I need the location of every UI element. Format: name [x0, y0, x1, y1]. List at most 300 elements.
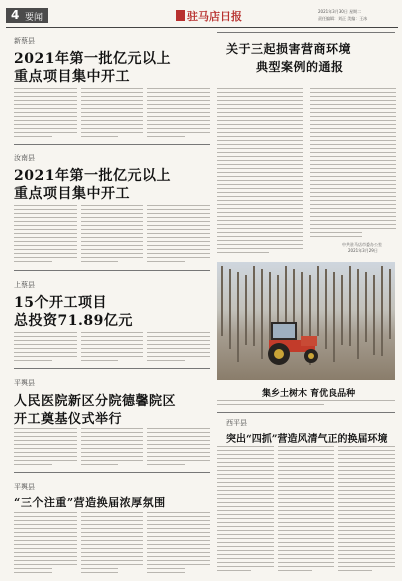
text-line — [278, 478, 335, 479]
text-line — [310, 216, 396, 217]
text-line — [310, 228, 396, 229]
text-line — [147, 444, 210, 445]
article-5-body — [14, 512, 210, 574]
text-line — [278, 498, 335, 499]
text-line — [14, 568, 52, 569]
text-line — [217, 176, 303, 177]
text-line — [217, 462, 274, 463]
text-line — [14, 233, 77, 234]
text-line — [81, 217, 144, 218]
text-line — [217, 136, 303, 137]
text-line — [278, 514, 335, 515]
text-line — [217, 534, 274, 535]
text-line — [278, 522, 335, 523]
text-line — [147, 213, 210, 214]
text-line — [81, 336, 144, 337]
text-line — [338, 446, 395, 447]
tree-trunk — [373, 275, 375, 355]
text-line — [81, 444, 144, 445]
text-line — [310, 104, 396, 105]
text-line — [147, 241, 210, 242]
side-stamp — [396, 520, 402, 570]
text-line — [310, 184, 396, 185]
text-line — [278, 510, 335, 511]
text-line — [338, 570, 372, 571]
text-line — [147, 332, 210, 333]
text-line — [14, 336, 77, 337]
text-line — [278, 546, 335, 547]
text-line — [278, 458, 335, 459]
text-line — [14, 92, 77, 93]
text-line — [147, 229, 210, 230]
text-line — [217, 478, 274, 479]
text-line — [217, 244, 303, 245]
text-line — [14, 448, 77, 449]
article-4-title-line1: 人民医院新区分院德馨院区 — [14, 394, 177, 409]
text-line — [217, 458, 274, 459]
text-line — [338, 566, 395, 567]
text-line — [217, 92, 303, 93]
text-line — [14, 564, 77, 565]
text-line — [217, 510, 274, 511]
text-line — [278, 570, 312, 571]
text-line — [310, 144, 396, 145]
text-line — [278, 530, 335, 531]
text-line — [217, 466, 274, 467]
text-line — [338, 514, 395, 515]
text-line — [310, 224, 396, 225]
text-line — [81, 464, 119, 465]
text-line — [14, 548, 77, 549]
text-line — [14, 221, 77, 222]
tree-trunk — [341, 275, 343, 345]
text-line — [81, 440, 144, 441]
text-line — [147, 88, 210, 89]
text-line — [14, 436, 77, 437]
divider-2 — [14, 270, 210, 271]
text-line — [81, 436, 144, 437]
text-line — [81, 536, 144, 537]
text-line — [147, 448, 210, 449]
text-line — [14, 132, 77, 133]
page-number-box — [6, 8, 48, 23]
text-line — [278, 518, 335, 519]
section-name: 要闻 — [25, 13, 44, 23]
text-line — [310, 132, 396, 133]
text-line — [278, 446, 335, 447]
text-line — [338, 450, 395, 451]
text-line — [217, 216, 303, 217]
text-line — [147, 249, 210, 250]
text-line — [217, 96, 303, 97]
text-line — [310, 124, 396, 125]
text-line — [147, 100, 210, 101]
text-line — [338, 466, 395, 467]
article-2-title-line2: 重点项目集中开工 — [14, 186, 130, 202]
text-line — [81, 528, 144, 529]
divider-1 — [14, 144, 210, 145]
divider-4 — [14, 472, 210, 473]
text-line — [217, 506, 274, 507]
text-line — [147, 548, 210, 549]
article-1-county: 新蔡县 — [14, 37, 35, 45]
text-line — [81, 233, 144, 234]
text-line — [278, 470, 335, 471]
text-line — [81, 520, 144, 521]
text-line — [147, 440, 210, 441]
text-line — [217, 566, 274, 567]
text-line — [217, 514, 274, 515]
text-line — [338, 562, 395, 563]
text-line — [217, 204, 303, 205]
text-line — [338, 542, 395, 543]
text-line — [81, 132, 144, 133]
text-line — [147, 112, 210, 113]
text-line — [81, 340, 144, 341]
paper-name: 驻马店日报 — [187, 10, 242, 23]
text-line — [147, 556, 210, 557]
article-2-body — [14, 205, 210, 265]
text-line — [14, 124, 77, 125]
text-line — [81, 136, 119, 137]
text-line — [310, 232, 362, 233]
text-line — [278, 526, 335, 527]
text-line — [147, 540, 210, 541]
text-line — [81, 229, 144, 230]
text-line — [217, 236, 303, 237]
text-line — [147, 104, 210, 105]
text-line — [217, 240, 303, 241]
text-line — [147, 245, 210, 246]
text-line — [338, 546, 395, 547]
article-6-county: 西平县 — [226, 419, 247, 427]
text-line — [147, 209, 210, 210]
text-line — [310, 236, 362, 237]
text-line — [81, 261, 119, 262]
text-line — [338, 526, 395, 527]
text-line — [147, 116, 210, 117]
text-line — [217, 470, 274, 471]
text-line — [217, 124, 303, 125]
text-line — [14, 352, 77, 353]
text-line — [81, 568, 119, 569]
article-6-title: 突出“四抓”营造风清气正的换届环境 — [226, 434, 388, 445]
text-line — [147, 356, 210, 357]
text-line — [81, 225, 144, 226]
text-line — [278, 462, 335, 463]
text-line — [217, 400, 395, 401]
text-line — [147, 564, 210, 565]
text-line — [217, 474, 274, 475]
text-line — [338, 550, 395, 551]
text-line — [217, 494, 274, 495]
text-line — [310, 148, 396, 149]
text-line — [217, 486, 274, 487]
article-2-title-line1: 2021年第一批亿元以上 — [14, 168, 171, 184]
text-line — [217, 168, 303, 169]
text-line — [14, 205, 77, 206]
text-line — [338, 558, 395, 559]
text-line — [217, 550, 274, 551]
text-line — [14, 261, 52, 262]
tree-trunk — [389, 269, 391, 339]
article-5-title: “三个注重”营造换届浓厚氛围 — [14, 496, 166, 509]
text-line — [14, 440, 77, 441]
text-line — [217, 200, 303, 201]
text-line — [147, 572, 185, 573]
text-line — [147, 96, 210, 97]
text-line — [81, 205, 144, 206]
text-line — [217, 188, 303, 189]
text-line — [81, 356, 144, 357]
text-line — [147, 108, 210, 109]
text-line — [217, 88, 303, 89]
text-line — [278, 454, 335, 455]
text-line — [147, 92, 210, 93]
text-line — [147, 217, 210, 218]
text-line — [81, 540, 144, 541]
text-line — [278, 550, 335, 551]
text-line — [14, 344, 77, 345]
text-line — [310, 108, 396, 109]
text-line — [217, 530, 274, 531]
text-line — [147, 456, 210, 457]
text-line — [14, 572, 52, 573]
text-line — [147, 464, 185, 465]
text-line — [81, 560, 144, 561]
text-line — [81, 104, 144, 105]
text-line — [338, 490, 395, 491]
text-line — [338, 458, 395, 459]
text-line — [278, 562, 335, 563]
text-line — [217, 482, 274, 483]
article-1-title-line2: 重点项目集中开工 — [14, 69, 130, 85]
text-line — [147, 221, 210, 222]
text-line — [147, 528, 210, 529]
text-line — [147, 237, 210, 238]
text-line — [278, 558, 335, 559]
text-line — [310, 140, 396, 141]
text-line — [217, 562, 274, 563]
text-line — [217, 160, 303, 161]
text-line — [81, 352, 144, 353]
article-4-body — [14, 428, 210, 468]
text-line — [81, 213, 144, 214]
article-5-county: 平舆县 — [14, 483, 35, 491]
text-line — [338, 534, 395, 535]
text-line — [14, 257, 77, 258]
text-line — [81, 112, 144, 113]
text-line — [310, 208, 396, 209]
text-line — [310, 88, 396, 89]
text-line — [217, 172, 303, 173]
article-3-title-line1: 15个开工项目 — [14, 295, 107, 311]
text-line — [14, 225, 77, 226]
text-line — [81, 257, 144, 258]
text-line — [81, 92, 144, 93]
article-3-title-line2: 总投资71.89亿元 — [14, 313, 133, 329]
article-1-body — [14, 88, 210, 140]
text-line — [217, 184, 303, 185]
text-line — [81, 100, 144, 101]
text-line — [14, 217, 77, 218]
text-line — [310, 212, 396, 213]
feature-title-line1: 关于三起损害营商环境 — [226, 42, 352, 56]
text-line — [217, 120, 303, 121]
text-line — [147, 516, 210, 517]
text-line — [310, 112, 396, 113]
text-line — [14, 237, 77, 238]
text-line — [81, 241, 144, 242]
header-rule — [6, 27, 398, 28]
text-line — [217, 542, 274, 543]
text-line — [310, 160, 396, 161]
text-line — [14, 229, 77, 230]
text-line — [217, 490, 274, 491]
text-line — [278, 534, 335, 535]
text-line — [278, 466, 335, 467]
text-line — [14, 209, 77, 210]
text-line — [217, 522, 274, 523]
text-line — [81, 108, 144, 109]
text-line — [147, 132, 210, 133]
text-line — [217, 232, 303, 233]
tree-trunk — [237, 272, 239, 362]
text-line — [217, 558, 274, 559]
text-line — [147, 233, 210, 234]
text-line — [338, 522, 395, 523]
text-line — [81, 344, 144, 345]
text-line — [14, 560, 77, 561]
text-line — [217, 144, 303, 145]
text-line — [278, 482, 335, 483]
text-line — [217, 538, 274, 539]
feature-date: 2021年3月29日 — [348, 248, 378, 253]
text-line — [217, 518, 274, 519]
text-line — [310, 92, 396, 93]
text-line — [147, 544, 210, 545]
text-line — [338, 462, 395, 463]
text-line — [310, 196, 396, 197]
text-line — [14, 544, 77, 545]
text-line — [310, 152, 396, 153]
text-line — [14, 100, 77, 101]
article-4-county: 平舆县 — [14, 379, 35, 387]
text-line — [81, 448, 144, 449]
text-line — [147, 205, 210, 206]
feature-body-right — [310, 88, 396, 238]
tree-trunk — [253, 266, 255, 346]
text-line — [81, 556, 144, 557]
article-3-body — [14, 332, 210, 364]
text-line — [278, 450, 335, 451]
tractor-tree-nursery-photo — [217, 262, 395, 380]
text-line — [14, 536, 77, 537]
tractor-image — [263, 308, 333, 368]
text-line — [14, 88, 77, 89]
text-line — [14, 128, 77, 129]
text-line — [14, 136, 52, 137]
text-line — [338, 510, 395, 511]
text-line — [81, 516, 144, 517]
text-line — [147, 360, 185, 361]
tree-trunk — [381, 266, 383, 356]
text-line — [278, 538, 335, 539]
text-line — [147, 568, 185, 569]
text-line — [217, 212, 303, 213]
tree-trunk — [221, 266, 223, 336]
text-line — [81, 548, 144, 549]
text-line — [217, 140, 303, 141]
tree-trunk — [357, 269, 359, 359]
text-line — [338, 486, 395, 487]
text-line — [217, 450, 274, 451]
text-line — [14, 253, 77, 254]
text-line — [278, 474, 335, 475]
text-line — [14, 120, 77, 121]
text-line — [14, 464, 52, 465]
text-line — [14, 116, 77, 117]
text-line — [310, 168, 396, 169]
text-line — [147, 436, 210, 437]
text-line — [217, 554, 274, 555]
article-4-title-line2: 开工奠基仪式举行 — [14, 412, 123, 427]
tree-trunk — [349, 266, 351, 346]
text-line — [310, 116, 396, 117]
text-line — [14, 245, 77, 246]
text-line — [14, 556, 77, 557]
text-line — [147, 428, 210, 429]
text-line — [338, 502, 395, 503]
text-line — [338, 518, 395, 519]
text-line — [217, 252, 269, 253]
text-line — [278, 490, 335, 491]
text-line — [217, 156, 303, 157]
text-line — [147, 261, 185, 262]
text-line — [217, 248, 303, 249]
text-line — [81, 88, 144, 89]
tree-trunk — [333, 272, 335, 362]
text-line — [81, 253, 144, 254]
text-line — [14, 516, 77, 517]
text-line — [338, 530, 395, 531]
text-line — [217, 192, 303, 193]
text-line — [217, 502, 274, 503]
text-line — [310, 188, 396, 189]
text-line — [14, 456, 77, 457]
text-line — [310, 156, 396, 157]
text-line — [81, 452, 144, 453]
text-line — [217, 132, 303, 133]
text-line — [14, 428, 77, 429]
text-line — [217, 108, 303, 109]
text-line — [338, 482, 395, 483]
text-line — [14, 540, 77, 541]
text-line — [14, 460, 77, 461]
text-line — [310, 96, 396, 97]
text-line — [14, 241, 77, 242]
article-2-county: 汝南县 — [14, 154, 35, 162]
text-line — [217, 164, 303, 165]
text-line — [147, 348, 210, 349]
feature-title-line2: 典型案例的通报 — [256, 60, 344, 74]
feature-body-left — [217, 88, 303, 256]
text-line — [310, 176, 396, 177]
text-line — [147, 344, 210, 345]
text-line — [278, 486, 335, 487]
text-line — [147, 136, 185, 137]
tree-trunk — [245, 275, 247, 345]
